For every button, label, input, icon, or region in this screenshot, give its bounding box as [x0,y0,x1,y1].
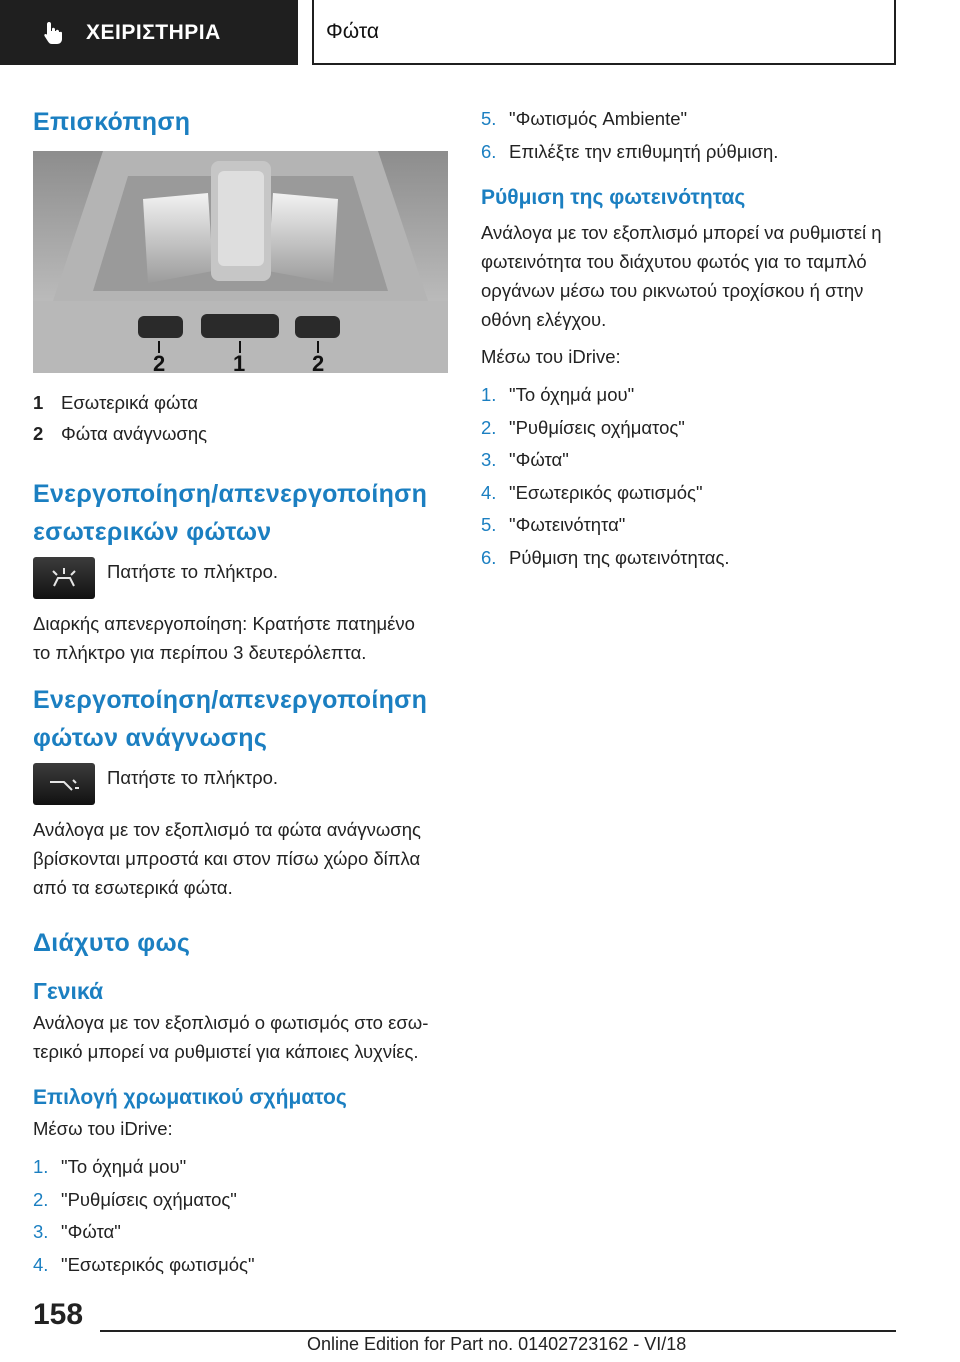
list-item [481,509,921,542]
step-text: "Το όχημά μου" [509,384,635,405]
brightness-text-line3: οργάνων μέσω του ρικνωτού τροχίσκου ή στην [481,280,864,301]
general-text-line1: Ανάλογα με τον εξοπλισμό ο φωτισμός στο εσω- [33,1012,429,1033]
general-text [33,1008,448,1066]
image-label-center: 1 [233,351,246,373]
image-legend [33,387,448,449]
step-number: 2. [33,1188,49,1210]
step-text: Επιλέξτε την επιθυμητή ρύθμιση. [509,140,779,162]
list-item [481,103,921,136]
general-text-line2: τερικό μπορεί να ρυθμιστεί για κάποιες λυχνίες. [33,1041,419,1062]
step-number: 4. [33,1253,49,1275]
brightness-via-idrive: Μέσω του iDrive: [481,346,621,367]
step-number: 1. [481,384,497,405]
list-item [481,379,921,412]
interior-lights-press-text: Πατήστε το πλήκτρο. [107,561,279,582]
brightness-heading: Ρύθμιση της φωτεινότητας [481,186,746,209]
right-column [481,103,921,574]
reading-lights-note-line1: Ανάλογα με τον εξοπλισμό τα φώτα ανάγνωσης [33,819,421,840]
step-number: 3. [33,1221,49,1242]
interior-lights-note [33,609,448,667]
hand-pointer-icon [40,20,66,46]
left-column [33,100,448,1281]
chapter-tab [0,0,298,65]
reading-lights-heading-line1: Ενεργοποίηση/απενεργοποίηση [33,686,428,714]
brightness-text-line1: Ανάλογα με τον εξοπλισμό μπορεί να ρυθμιστεί η [481,222,882,243]
overview-heading: Επισκόπηση [33,108,191,136]
color-scheme-steps [33,1151,448,1281]
step-text: "Φώτα" [61,1221,121,1242]
reading-lights-note-line2: βρίσκονται μπροστά και στον πίσω χώρο δίπλα [33,848,421,869]
interior-light-button-icon [33,557,95,599]
image-label-left: 2 [153,351,166,373]
step-text: "Φωτεινότητα" [509,514,626,535]
edition-text: Online Edition for Part no. 01402723162 - VI/18 [307,1334,687,1354]
chapter-title: ΧΕΙΡΙΣΤΗΡΙΑ [86,20,221,44]
footer-divider [100,1330,896,1332]
legend-item [33,418,448,449]
brightness-text [481,218,921,334]
legend-text: Εσωτερικά φώτα [61,392,198,413]
legend-text: Φώτα ανάγνωσης [61,423,208,444]
general-heading: Γενικά [33,978,104,1004]
step-text: "Ρυθμίσεις οχήματος" [509,416,685,438]
step-number: 4. [481,481,497,503]
step-number: 3. [481,449,497,470]
reading-lights-press-text: Πατήστε το πλήκτρο. [107,767,279,788]
step-number: 6. [481,546,497,568]
brightness-steps [481,379,921,574]
list-item [33,1151,448,1184]
legend-item [33,387,448,418]
color-scheme-steps-continued [481,103,921,168]
list-item [481,136,921,169]
step-text: "Φωτισμός Ambiente" [509,108,688,129]
legend-number: 1 [33,392,44,413]
list-item [33,1216,448,1249]
list-item [33,1249,448,1282]
reading-lights-note [33,815,448,902]
legend-number: 2 [33,423,44,444]
interior-lights-heading [33,475,448,551]
section-tab [312,0,896,65]
step-text: "Φώτα" [509,449,569,470]
list-item [481,444,921,477]
list-item [481,412,921,445]
reading-lights-instruction [33,763,448,805]
reading-lights-note-line3: από τα εσωτερικά φώτα. [33,877,233,898]
image-label-right: 2 [312,351,325,373]
page-number: 158 [33,1298,84,1331]
interior-lights-heading-line1: Ενεργοποίηση/απενεργοποίηση [33,480,428,508]
color-via-idrive: Μέσω του iDrive: [33,1118,173,1139]
step-number: 6. [481,140,497,162]
step-number: 5. [481,108,497,129]
reading-light-button-icon [33,763,95,805]
section-title: Φώτα [326,19,379,43]
ambient-light-heading: Διάχυτο φως [33,929,191,957]
interior-lights-instruction [33,557,448,599]
overhead-console-photo [33,151,448,373]
step-text: "Το όχημά μου" [61,1156,187,1177]
list-item [33,1184,448,1217]
step-text: "Εσωτερικός φωτισμός" [61,1253,255,1275]
interior-lights-heading-line2: εσωτερικών φώτων [33,518,272,546]
step-text: Ρύθμιση της φωτεινότητας. [509,546,730,568]
step-number: 1. [33,1156,49,1177]
list-item [481,477,921,510]
reading-lights-heading [33,681,448,757]
interior-lights-note-line1: Διαρκής απενεργοποίηση: Κρατήστε πατημένο [33,613,415,634]
overhead-console-illustration [33,151,448,373]
reading-lights-heading-line2: φώτων ανάγνωσης [33,724,268,752]
step-number: 2. [481,416,497,438]
brightness-text-line4: οθόνη ελέγχου. [481,309,607,330]
color-scheme-heading: Επιλογή χρωματικού σχήματος [33,1086,347,1109]
brightness-text-line2: φωτεινότητα του διάχυτου φωτός για το ταμπλό [481,251,867,272]
step-number: 5. [481,514,497,535]
interior-lights-note-line2: το πλήκτρο για περίπου 3 δευτερόλεπτα. [33,642,367,663]
list-item [481,542,921,575]
step-text: "Εσωτερικός φωτισμός" [509,481,703,503]
step-text: "Ρυθμίσεις οχήματος" [61,1188,237,1210]
